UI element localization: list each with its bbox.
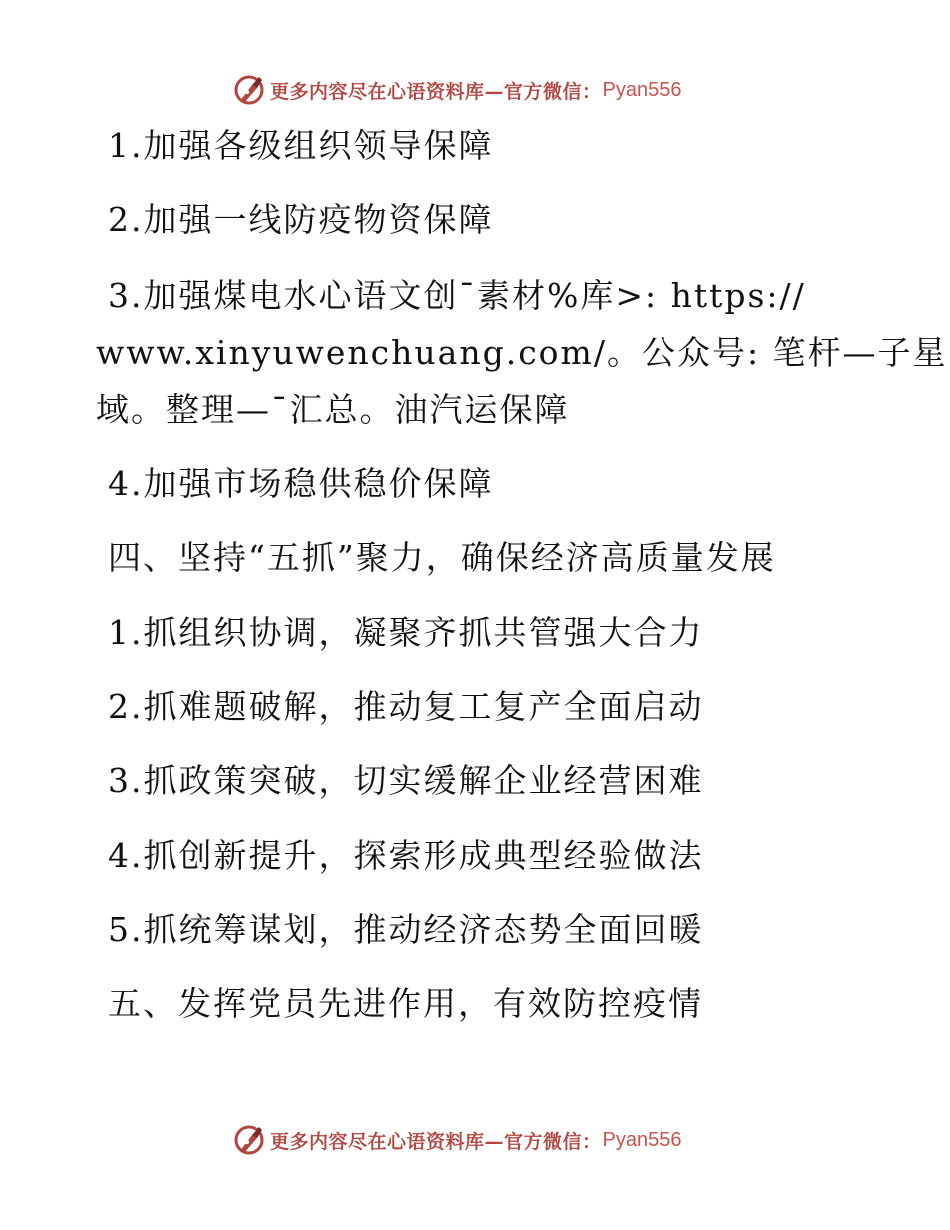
list-item: 5.抓统筹谋划，推动经济态势全面回暖 [108, 910, 704, 949]
list-item: 3.抓政策突破，切实缓解企业经营困难 [108, 761, 704, 800]
brush-logo-icon [232, 1123, 266, 1157]
list-item: 1.加强各级组织领导保障 [108, 126, 494, 165]
list-item: 4.抓创新提升，探索形成典型经验做法 [108, 836, 704, 875]
list-item: 4.加强市场稳供稳价保障 [108, 464, 494, 503]
brush-logo-icon [232, 73, 266, 107]
watermark-text: 更多内容尽在心语资料库—官方微信： [270, 1130, 602, 1153]
watermark-account: Pyan556 [602, 1128, 682, 1151]
list-item-continuation: www.xinyuwenchuang.com/。公众号: 笔杆—子星 [96, 333, 948, 372]
footer-watermark [232, 1122, 681, 1158]
header-watermark [232, 72, 681, 108]
list-item: 2.抓难题破解，推动复工复产全面启动 [108, 687, 704, 726]
list-item-continuation: 域。整理—¯汇总。油汽运保障 [96, 390, 570, 429]
watermark-account: Pyan556 [602, 78, 682, 101]
section-heading: 五、发挥党员先进作用，有效防控疫情 [108, 984, 703, 1023]
watermark-text: 更多内容尽在心语资料库—官方微信： [270, 80, 602, 103]
list-item: 2.加强一线防疫物资保障 [108, 200, 494, 239]
list-item: 3.加强煤电水心语文创¯素材%库>: https:// [108, 276, 806, 315]
section-heading: 四、坚持“五抓”聚力，确保经济高质量发展 [108, 538, 776, 577]
list-item: 1.抓组织协调，凝聚齐抓共管强大合力 [108, 613, 704, 652]
